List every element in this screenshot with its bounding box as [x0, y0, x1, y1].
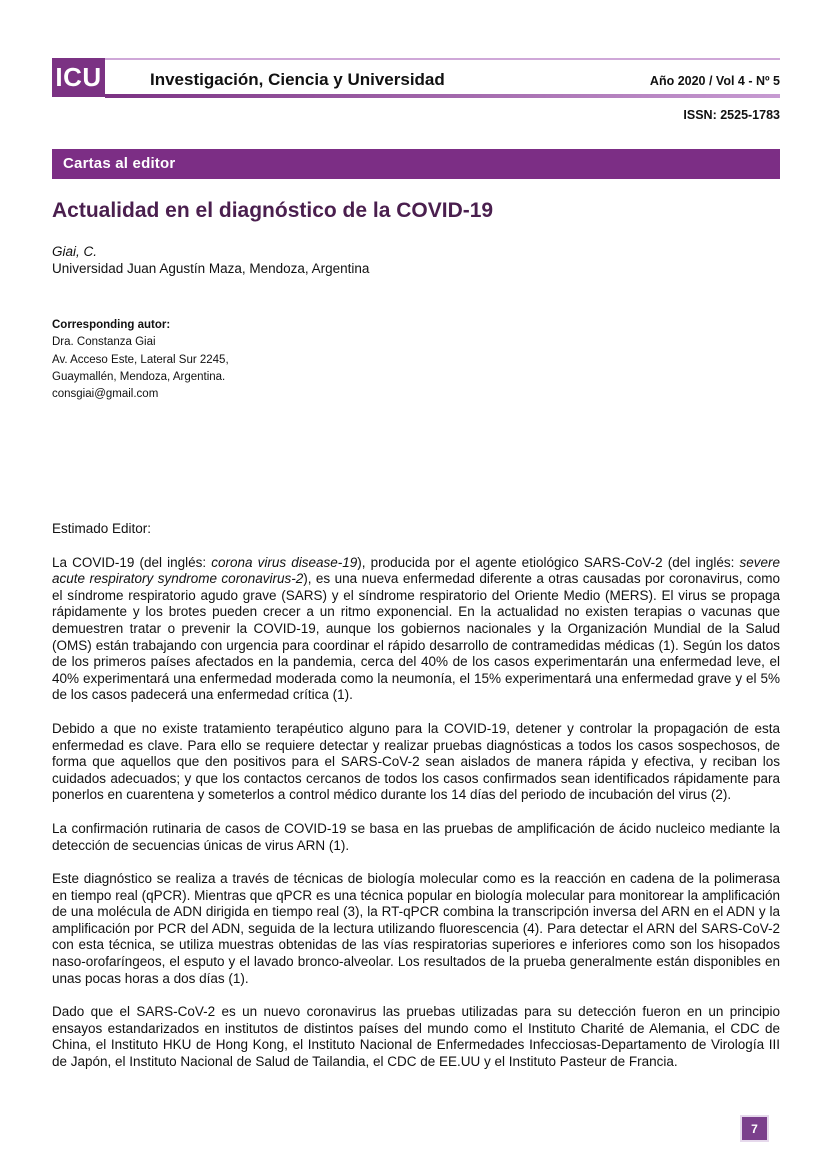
section-banner: Cartas al editor: [52, 149, 780, 179]
corresponding-address-line1: Av. Acceso Este, Lateral Sur 2245,: [52, 353, 229, 366]
issn-label: ISSN: 2525-1783: [683, 108, 780, 122]
masthead-top-rule: [105, 58, 780, 60]
icu-logo-text: ICU: [55, 62, 102, 92]
page-number-badge: 7: [740, 1115, 769, 1142]
issue-info: Año 2020 / Vol 4 - Nº 5: [649, 74, 780, 88]
body-paragraph-3: La confirmación rutinaria de casos de COVID-19 se basa en las pruebas de amplificación de ácido nucleico mediante la detección de secuencias únicas de virus ARN (1).: [52, 820, 780, 853]
corresponding-email[interactable]: consgiai@gmail.com: [52, 388, 159, 401]
icu-logo: [52, 58, 105, 97]
corresponding-address-line2: Guaymallén, Mendoza, Argentina.: [52, 370, 226, 383]
salutation: Estimado Editor:: [52, 521, 152, 536]
masthead-bottom-rule: [105, 94, 780, 98]
journal-title: Investigación, Ciencia y Universidad: [150, 70, 445, 89]
article-author: Giai, C.: [52, 244, 98, 259]
corresponding-name: Dra. Constanza Giai: [52, 336, 156, 349]
corresponding-label: Corresponding autor:: [52, 319, 171, 331]
body-paragraph-2: Debido a que no existe tratamiento terapéutico alguno para la COVID-19, detener y controlar la propagación de esta enfermedad es clave. Para ello se requiere detectar y realizar pruebas diagnósticas a todos los casos sospechosos, de forma que aquellos que den positivos para el SARS-CoV-2 sean aislados de manera rápida y efectiva, y reciban los cuidados adecuados; y que los contactos cercanos de todos los casos confirmados sean identificados rápidamente para ponerlos en cuarentena y someterlos a control médico durante los 14 días del periodo de incubación del virus (2).: [52, 720, 780, 803]
article-body: [52, 521, 780, 1088]
corresponding-author-block: [52, 317, 229, 403]
article-affiliation: Universidad Juan Agustín Maza, Mendoza, Argentina: [52, 261, 370, 276]
body-paragraph-4: Este diagnóstico se realiza a través de técnicas de biología molecular como es la reacción en cadena de la polimerasa en tiempo real (qPCR). Mientras que qPCR es una técnica popular en biología molecular para monitorear la amplificación de una molécula de ADN dirigida en tiempo real (3), la RT-qPCR combina la transcripción inversa del ARN en el ADN y la amplificación por PCR del ADN, seguida de la lectura utilizando fluorescencia (4). Para detectar el ARN del SARS-CoV-2 con esta técnica, se utiliza muestras obtenidas de las vías respiratorias superiores e inferiores como son los hisopados naso-orofaríngeos, el esputo y el lavado bronco-alveolar. Los resultados de la prueba generalmente están disponibles en unas pocas horas a dos días (1).: [52, 871, 780, 986]
body-paragraph-5: Dado que el SARS-CoV-2 es un nuevo coronavirus las pruebas utilizadas para su detección fueron en un principio ensayos estandarizados en institutos de distintos países del mundo como el Instituto Charité de Alemania, el CDC de China, el Instituto HKU de Hong Kong, el Instituto Nacional de Enfermedades Infecciosas-Departamento de Virología III de Japón, el Instituto Nacional de Salud de Tailandia, el CDC de EE.UU y el Instituto Pasteur de Francia.: [52, 1004, 780, 1070]
body-paragraph-1: La COVID-19 (del inglés: corona virus disease-19), producida por el agente etiológico SARS-CoV-2 (del inglés: severe acute respiratory syndrome coronavirus-2), es una nueva enfermedad diferente a otras causadas por coronavirus, como el síndrome respiratorio agudo grave (SARS) y el síndrome respiratorio del Oriente Medio (MERS). El virus se propaga rápidamente y los brotes pueden crecer a un ritmo exponencial. En la actualidad no existen terapias o vacunas que demuestren tratar o prevenir la COVID-19, aunque los gobiernos nacionales y la Organización Mundial de la Salud (OMS) están trabajando con urgencia para coordinar el rápido desarrollo de contramedidas médicas (1). Según los datos de los primeros países afectados en la pandemia, cerca del 40% de los casos experimentarán una enfermedad leve, el 40% experimentará una enfermedad moderada como la neumonía, el 15% experimentará una enfermedad grave y el 5% de los casos padecerá una enfermedad crítica (1).: [52, 554, 780, 703]
article-title: Actualidad en el diagnóstico de la COVID-19: [52, 199, 494, 222]
